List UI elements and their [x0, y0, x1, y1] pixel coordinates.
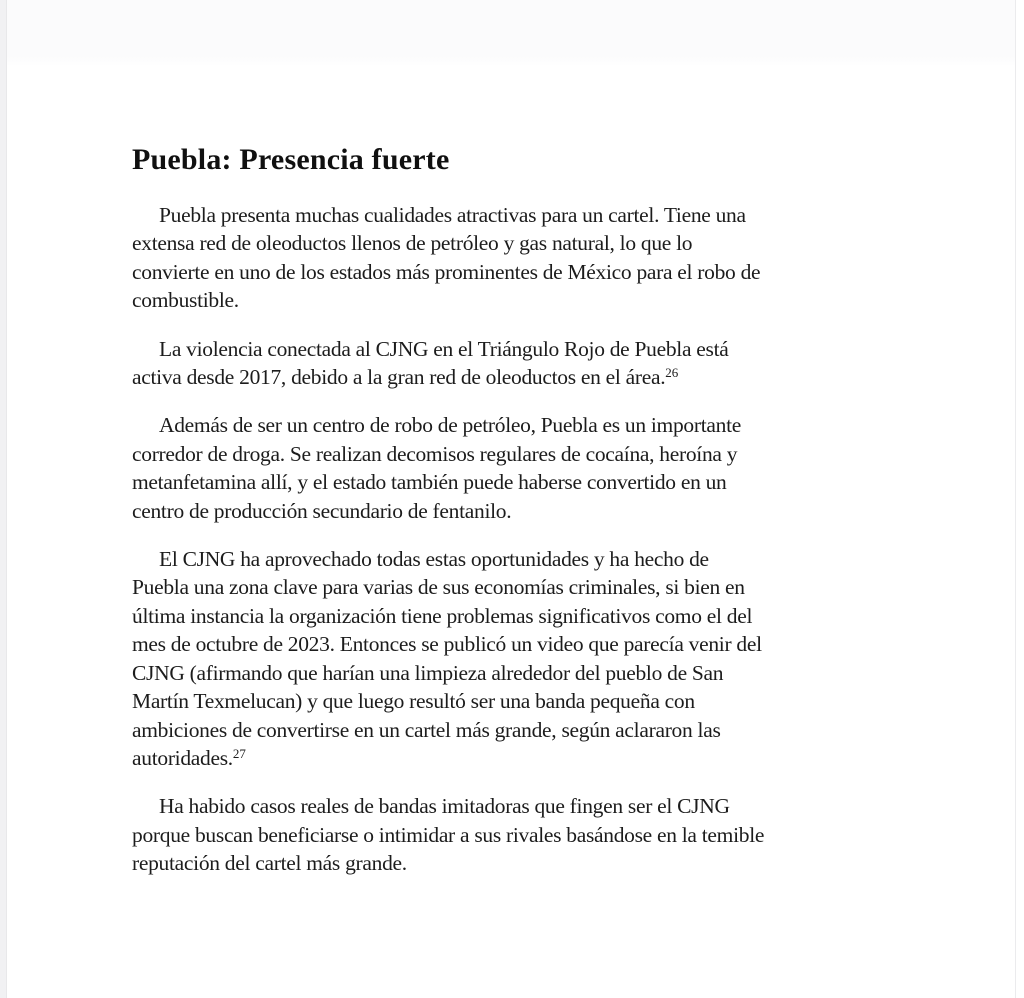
- text-line: Además de ser un centro de robo de petróleo, Puebla es un importante: [159, 413, 742, 438]
- top-margin-band: [7, 0, 1015, 66]
- text-line: Puebla presenta muchas cualidades atractivas para un cartel. Tiene una: [159, 203, 746, 227]
- right-page-edge: [1015, 0, 1016, 998]
- text-line: extensa red de oleoductos llenos de petróleo y gas natural, lo que lo: [132, 231, 693, 256]
- text-line: Ha habido casos reales de bandas imitadoras que fingen ser el CJNG: [159, 794, 730, 819]
- text-line: Puebla una zona clave para varias de sus economías criminales, si bien en: [132, 575, 745, 600]
- text-line: corredor de droga. Se realizan decomisos regulares de cocaína, heroína y: [132, 441, 738, 466]
- section-heading: Puebla: Presencia fuerte: [132, 143, 450, 176]
- text-line: autoridades.$^{27}$: [132, 745, 246, 770]
- text-line: reputación del cartel más grande.: [132, 851, 407, 876]
- text-line: activa desde 2017, debido a la gran red de oleoductos en el área.$^{26}$: [132, 365, 679, 390]
- paragraph: [132, 545, 902, 772]
- text-line: porque buscan beneficiarse o intimidar a sus rivales basándose en la temible: [132, 822, 765, 847]
- left-page-edge: [0, 0, 7, 998]
- paragraph: [132, 792, 902, 877]
- text-line: combustible.: [132, 288, 239, 313]
- paragraph: [132, 201, 902, 315]
- text-line: metanfetamina allí, y el estado también puede haberse convertido en un: [132, 470, 727, 495]
- paragraph-list: [132, 201, 902, 878]
- text-line: La violencia conectada al CJNG en el Triángulo Rojo de Puebla está: [159, 336, 729, 361]
- text-line: centro de producción secundario de fentanilo.: [132, 498, 512, 523]
- paragraph: [132, 335, 902, 392]
- text-line: ambiciones de convertirse en un cartel más grande, según aclararon las: [132, 717, 721, 742]
- paragraph: [132, 411, 902, 525]
- text-line: El CJNG ha aprovechado todas estas oportunidades y ha hecho de: [159, 547, 709, 572]
- text-line: CJNG (afirmando que harían una limpieza alrededor del pueblo de San: [132, 660, 724, 685]
- footnote-reference[interactable]: 27: [232, 745, 246, 761]
- text-line: última instancia la organización tiene problemas significativos como el del: [132, 603, 753, 628]
- text-line: Martín Texmelucan) y que luego resultó ser una banda pequeña con: [132, 689, 695, 714]
- text-line: mes de octubre de 2023. Entonces se publicó un video que parecía venir del: [132, 632, 762, 657]
- text-line: convierte en uno de los estados más prominentes de México para el robo de: [132, 259, 761, 284]
- footnote-reference[interactable]: 26: [665, 365, 679, 381]
- page-content: [132, 141, 902, 898]
